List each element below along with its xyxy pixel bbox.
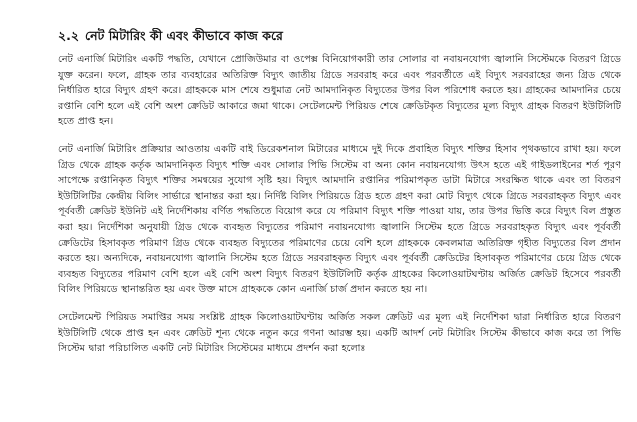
paragraph-2: নেট এনার্জি মিটারিং প্রক্রিয়ার আওতায় একটি বাই ডিরেকশনাল মিটারের মাধ্যমে দুই দিকে প্রবাহিত বিদ্যুৎ শক্তির হিসাব পৃথকভাবে রাখা হয়। ফলে গ্রিড থেকে গ্রাহক কর্তৃক আমদানিকৃত বিদ্যুৎ শক্তি এবং সোলার পিভি সিস্টেম বা অন্য কোন নবায়নযোগ্য উৎস হতে এই গাইডলাইনের শর্ত পূরণ সাপেক্ষে রপ্তানিকৃত বিদ্যুৎ শক্তির সমন্বয়ের সুযোগ সৃষ্টি হয়। বিদ্যুৎ আমদানি রপ্তানির পরিমাপকৃত ডাটা মিটারে সংরক্ষিত থাকে এবং তা বিতরণ ইউটিলিটির কেন্দ্রীয় বিলিং সার্ভারে স্থানান্তর করা হয়। নির্দিষ্ট বিলিং পিরিয়ডে গ্রিড হতে গ্রহণ করা মোট বিদ্যুৎ থেকে গ্রিডে সরবরাহকৃত বিদ্যুৎ এবং পূর্ববর্তী ক্রেডিট ইউনিট এই নির্দেশিকায় বর্ণিত পদ্ধতিতে বিয়োগ করে যে পরিমাণ বিদ্যুৎ শক্তি পাওয়া যায়, তার উপর ভিত্তি করে বিদ্যুৎ বিল প্রস্তুত করা হয়। নির্দেশিকা অনুযায়ী গ্রিড থেকে ব্যবহৃত বিদ্যুতের পরিমাণ নবায়নযোগ্য জ্বালানি সিস্টেম হতে গ্রিডে সরবরাহকৃত বিদ্যুৎ এবং পূর্ববর্তী ক্রেডিটের হিসাবকৃত পরিমাণ গ্রিড থেকে ব্যবহৃত বিদ্যুতের পরিমাণের চেয়ে বেশি হলে গ্রাহককে কেবলমাত্র অতিরিক্ত গৃহীত বিদ্যুতের বিল প্রদান করতে হয়। অন্যদিকে, নবায়নযোগ্য জ্বালানি সিস্টেম হতে গ্রিডে সরবরাহকৃত বিদ্যুৎ এবং পূর্ববর্তী ক্রেডিটের হিসাবকৃত পরিমাণের চেয়ে গ্রিড থেকে ব্যবহৃত বিদ্যুতের পরিমাণ বেশি হলে এই বেশি অংশ বিদ্যুৎ বিতরণ ইউটিলিটি কর্তৃক গ্রাহকের কিলোওয়াটঘণ্টায় অর্জিত ক্রেডিট হিসেবে পরবর্তী বিলিং পিরিয়ডে স্থানান্তরিত হয় এবং উক্ত মাসে গ্রাহককে কোন এনার্জি চার্জ প্রদান করতে হয় না। [58,143,621,296]
section-heading [58,28,621,44]
section-title: নেট মিটারিং কী এবং কীভাবে কাজ করে [85,28,283,43]
paragraph-1: নেট এনার্জি মিটারিং একটি পদ্ধতি, যেখানে প্রোজিউমার বা ওপেক্স বিনিয়োগকারী তার সোলার বা নবায়নযোগ্য জ্বালানি সিস্টেমকে বিতরণ গ্রিডে যুক্ত করেন। ফলে, গ্রাহক তার ব্যবহারের অতিরিক্ত বিদ্যুৎ জাতীয় গ্রিডে সরবরাহ করে এবং পরবর্তীতে এই বিদ্যুৎ সরবরাহের জন্য গ্রিড থেকে নির্ধারিত হারে বিদ্যুৎ গ্রহণ করে। গ্রাহককে মাস শেষে শুধুমাত্র নেট আমদানিকৃত বিদ্যুতের উপর বিল পরিশোধ করতে হয়। গ্রাহকের আমদানির চেয়ে রপ্তানি বেশি হলে এই বেশি অংশ ক্রেডিট আকারে জমা থাকে। সেটেলমেন্ট পিরিয়ড শেষে ক্রেডিটকৃত বিদ্যুতের মূল্য বিদ্যুৎ গ্রাহক বিতরণ ইউটিলিটি হতে প্রাপ্ত হন। [58,54,621,128]
section-number: ২.২ [58,28,80,43]
paragraph-3: সেটেলমেন্ট পিরিয়ড সমাপ্তির সময় সংশ্লিষ্ট গ্রাহক কিলোওয়াটঘণ্টায় অর্জিত সকল ক্রেডিট এর মূল্য এই নির্দেশিকা দ্বারা নির্ধারিত হারে বিতরণ ইউটিলিটি থেকে প্রাপ্ত হন এবং ক্রেডিট শূন্য থেকে নতুন করে গণনা আরম্ভ হয়। একটি আদর্শ নেট মিটারিং সিস্টেম কীভাবে কাজ করে তা পিভি সিস্টেম দ্বারা পরিচালিত একটি নেট মিটারিং সিস্টেমের মাধ্যমে প্রদর্শন করা হলোঃ [58,311,621,355]
